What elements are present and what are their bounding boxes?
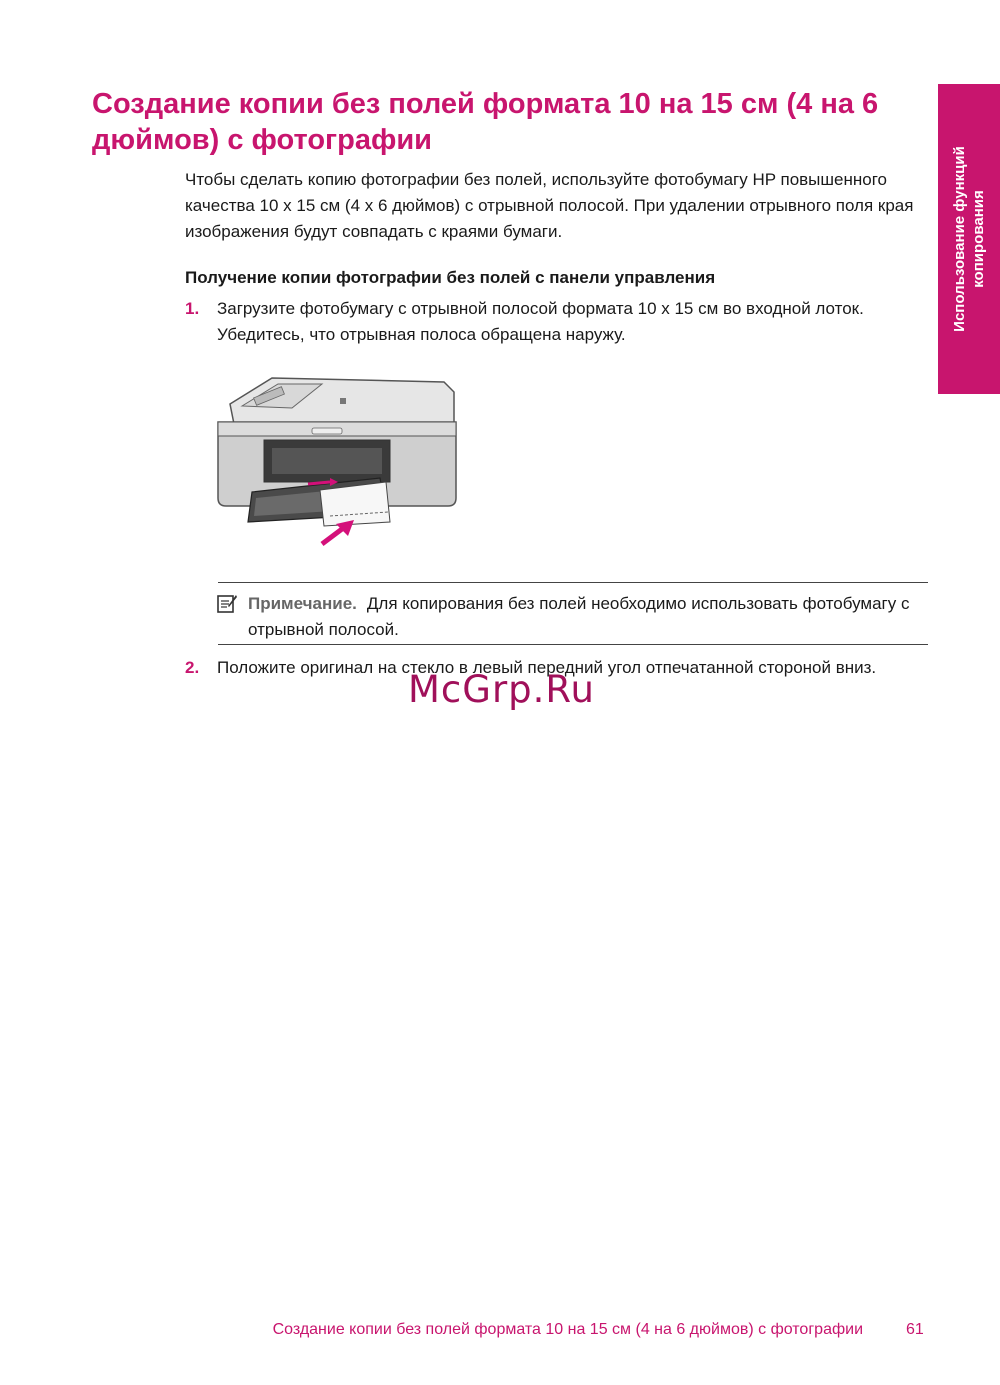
page-title: Создание копии без полей формата 10 на 15 см (4 на 6 дюймов) с фотографии (92, 88, 879, 156)
watermark: McGrp.Ru (408, 668, 595, 711)
side-tab-line-2: копирования (970, 190, 987, 288)
step-text: Загрузите фотобумагу с отрывной полосой формата 10 x 15 см во входной лоток. Убедитесь, что отрывная полоса обращена наружу. (217, 299, 864, 344)
printer-illustration (212, 374, 460, 546)
footer-section-title: Создание копии без полей формата 10 на 15 см (4 на 6 дюймов) с фотографии (272, 1321, 863, 1338)
procedure-heading: Получение копии фотографии без полей с панели управления (185, 268, 716, 287)
note-rule-top (218, 582, 928, 583)
page-number: 61 (906, 1321, 924, 1338)
note-text: Для копирования без полей необходимо использовать фотобумагу с отрывной полосой. (248, 594, 910, 639)
note-icon (216, 592, 238, 614)
step-number: 1. (185, 299, 200, 318)
note-rule-bottom (218, 644, 928, 645)
step-number: 2. (185, 658, 200, 677)
side-tab-line-1: Использование функций (951, 146, 968, 332)
intro-paragraph: Чтобы сделать копию фотографии без полей, используйте фотобумагу HP повышенного качества 10 x 15 см (4 x 6 дюймов) с отрывной полосой. При удалении отрывного поля края изображения будут совпадать с краями бумаги. (185, 170, 914, 241)
note (248, 591, 928, 643)
chapter-side-tab-label (950, 89, 988, 389)
step-1 (185, 296, 930, 348)
step-text: Положите оригинал на стекло в левый передний угол отпечатанной стороной вниз. (217, 658, 877, 677)
note-label: Примечание. (248, 594, 357, 613)
